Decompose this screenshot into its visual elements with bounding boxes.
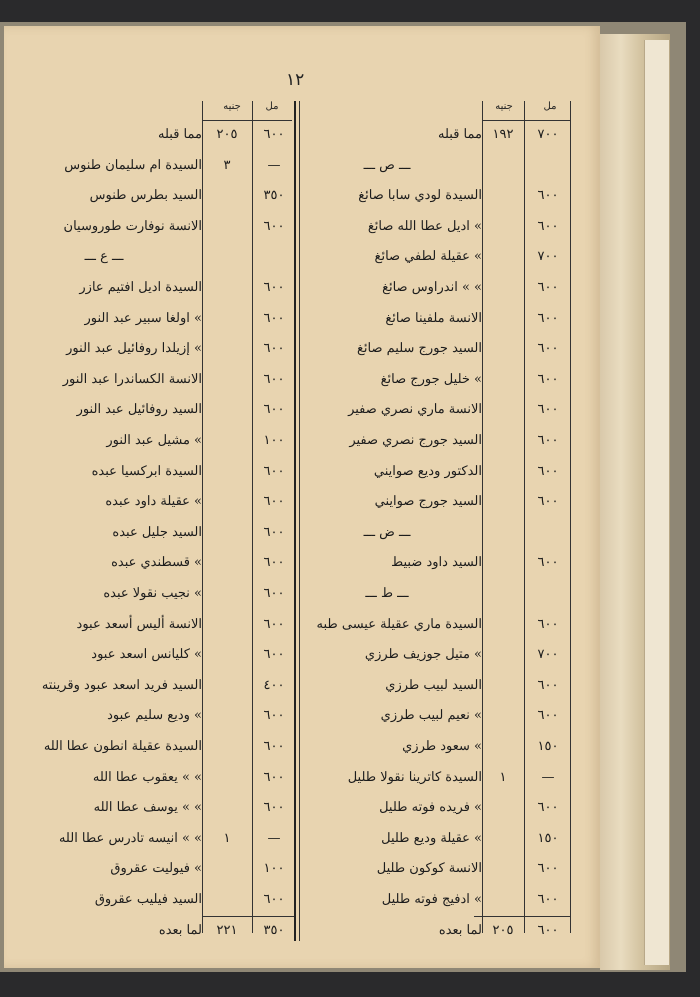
right-entry-mil-value: ٦٠٠ <box>537 677 559 693</box>
left-entry-name: » وديع سليم عبود <box>107 708 202 724</box>
left-entry-row <box>4 640 600 670</box>
right-entry-mil-value: ٦٠٠ <box>537 218 559 234</box>
left-entry-letter-heading: ـــ ع ـــ <box>84 249 124 265</box>
right-entry-letter-heading: ـــ ض ـــ <box>363 524 411 540</box>
right-entry-mil-value: ٦٠٠ <box>537 861 559 877</box>
left-carried-row <box>4 120 600 150</box>
left-entry-row <box>4 579 600 609</box>
right-entry-mil-value: — <box>541 769 555 785</box>
right-entry-name: السيدة ماري عقيلة عيسى طبه <box>316 616 482 632</box>
left-entry-row <box>4 824 600 854</box>
left-entry-row <box>4 426 600 456</box>
left-total-row <box>4 916 600 946</box>
left-entry-row <box>4 548 600 578</box>
left-entry-name: » » انيسه تادرس عطا الله <box>58 830 202 846</box>
right-entry-letter-heading: ـــ ط ـــ <box>365 586 409 601</box>
left-entry-row <box>4 242 600 272</box>
right-entry-name: » اديل عطا الله صائغ <box>367 218 482 234</box>
left-entry-name: السيدة اديل افتيم عازر <box>79 280 202 295</box>
left-entry-name: » كليانس اسعد عبود <box>91 647 202 663</box>
right-entry-mil-value: ٧٠٠ <box>537 249 559 265</box>
left-entry-mil-value: ٦٠٠ <box>263 769 285 785</box>
right-entry-name: السيدة لودي سابا صائغ <box>358 188 482 204</box>
ledger-page <box>4 26 600 968</box>
right-entry-name: » نعيم لبيب طرزي <box>380 708 482 724</box>
right-entry-mil-value: ٦٠٠ <box>537 433 559 448</box>
right-entry-mil-value: ٦٠٠ <box>537 371 559 387</box>
right-entry-name: الانسة ملفينا صائغ <box>385 310 482 326</box>
left-entry-row <box>4 273 600 303</box>
right-entry-junayh-value: ١ <box>499 769 507 785</box>
left-entry-row <box>4 763 600 793</box>
left-entry-mil-value: ١٠٠ <box>263 433 285 448</box>
left-entry-row <box>4 854 600 884</box>
left-entry-name: السيدة ابركسيا عبده <box>91 463 202 479</box>
left-entry-name: » مشيل عبد النور <box>106 433 202 448</box>
left-entry-mil-value: ٦٠٠ <box>263 892 285 907</box>
right-entry-mil-value: ٦٠٠ <box>537 188 559 204</box>
right-entry-letter-heading: ـــ ص ـــ <box>363 157 411 173</box>
right-header-junayh: جنيه <box>495 101 513 112</box>
right-entry-name: » خليل جورج صائغ <box>380 371 482 387</box>
left-entry-mil-value: ٣٥٠ <box>263 188 285 204</box>
left-entry-row <box>4 212 600 242</box>
left-entry-mil-value: ١٠٠ <box>263 861 285 877</box>
left-entry-mil-value: ٤٠٠ <box>263 677 285 693</box>
page-number: ١٢ <box>286 70 305 90</box>
right-entry-name: الدكتور وديع صوايني <box>373 463 482 479</box>
right-entry-mil-value: ٦٠٠ <box>537 800 559 816</box>
left-entry-row <box>4 457 600 487</box>
right-entry-name: السيد داود ضبيط <box>391 555 482 571</box>
left-entry-name: الانسة نوفارت طوروسيان <box>63 218 202 234</box>
left-entry-row <box>4 701 600 731</box>
left-entry-name: السيد فيليب عقروق <box>94 892 202 907</box>
right-entry-name: » عقيلة لطفي صائغ <box>374 249 482 265</box>
left-entry-mil-value: — <box>267 830 281 846</box>
left-entry-name: السيد فريد اسعد عبود وقرينته <box>41 677 202 693</box>
left-entry-mil-value: ٦٠٠ <box>263 402 285 418</box>
left-total-junayh-value: ٢٢١ <box>216 923 238 938</box>
left-entry-name: » » يوسف عطا الله <box>93 800 202 816</box>
left-entry-name: » اولغا سبير عبد النور <box>84 310 202 326</box>
left-entry-row <box>4 304 600 334</box>
right-total-name: لما بعده <box>438 923 482 938</box>
right-entry-name: السيد جورج نصري صفير <box>349 433 482 448</box>
right-entry-mil-value: ١٥٠ <box>537 739 559 754</box>
left-entry-row <box>4 395 600 425</box>
left-entry-name: » عقيلة داود عبده <box>105 494 202 510</box>
right-entry-name: الانسة ماري نصري صفير <box>348 402 482 418</box>
left-carried-name: مما قبله <box>158 127 202 142</box>
left-entry-name: السيدة ام سليمان طنوس <box>64 157 202 173</box>
left-entry-name: » » يعقوب عطا الله <box>92 769 202 785</box>
left-entry-mil-value: ٦٠٠ <box>263 494 285 510</box>
right-entry-mil-value: ٦٠٠ <box>537 555 559 571</box>
right-entry-name: » متيل جوزيف طرزي <box>364 647 482 663</box>
left-entry-row <box>4 151 600 181</box>
left-carried-junayh-value: ٢٠٥ <box>216 127 238 142</box>
right-entry-mil-value: ٧٠٠ <box>537 647 559 663</box>
left-entry-mil-value: ٦٠٠ <box>263 555 285 571</box>
left-entry-mil-value: ٦٠٠ <box>263 586 285 601</box>
right-entry-name: » عقيلة وديع طليل <box>381 830 482 846</box>
right-entry-mil-value: ٦٠٠ <box>537 616 559 632</box>
left-entry-mil-value: ٦٠٠ <box>263 739 285 754</box>
right-entry-mil-value: ٦٠٠ <box>537 341 559 357</box>
left-entry-mil-value: ٦٠٠ <box>263 280 285 295</box>
right-entry-mil-value: ١٥٠ <box>537 830 559 846</box>
right-entry-mil-value: ٦٠٠ <box>537 892 559 907</box>
left-entry-name: » نجيب نقولا عبده <box>103 586 202 601</box>
right-entry-mil-value: ٦٠٠ <box>537 494 559 510</box>
left-header-mil: مل <box>265 101 279 112</box>
left-entry-name: » قسطندي عبده <box>111 555 202 571</box>
left-entry-mil-value: ٦٠٠ <box>263 341 285 357</box>
right-entry-mil-value: ٦٠٠ <box>537 280 559 295</box>
left-entry-row <box>4 610 600 640</box>
left-entry-mil-value: ٦٠٠ <box>263 616 285 632</box>
left-carried-mil-value: ٦٠٠ <box>263 127 285 142</box>
left-entry-name: السيد بطرس طنوس <box>89 188 202 204</box>
left-total-name: لما بعده <box>158 923 202 938</box>
right-entry-name: الانسة كوكون طليل <box>376 861 482 877</box>
right-total-junayh-value: ٢٠٥ <box>492 923 514 938</box>
left-entry-name: الانسة الكساندرا عبد النور <box>62 371 202 387</box>
left-entry-mil-value: ٦٠٠ <box>263 218 285 234</box>
left-entry-name: السيد روفائيل عبد النور <box>76 402 202 418</box>
left-header-junayh: جنيه <box>223 101 241 112</box>
right-carried-name: مما قبله <box>438 127 482 142</box>
right-entry-mil-value: ٦٠٠ <box>537 708 559 724</box>
left-entry-row <box>4 181 600 211</box>
right-entry-name: » ادفيج فوته طليل <box>381 892 482 907</box>
right-carried-junayh-value: ١٩٢ <box>492 127 514 142</box>
left-entry-name: » إزيلدا روفائيل عبد النور <box>66 341 202 357</box>
left-entry-row <box>4 885 600 915</box>
right-entry-name: السيدة كاترينا نقولا طليل <box>347 769 482 785</box>
right-carried-mil-value: ٧٠٠ <box>537 127 559 142</box>
left-entry-junayh-value: ٣ <box>223 157 231 173</box>
left-entry-mil-value: ٦٠٠ <box>263 800 285 816</box>
right-entry-name: » سعود طرزي <box>402 739 482 754</box>
right-entry-name: السيد جورج صوايني <box>374 494 482 510</box>
left-entry-name: السيدة عقيلة انطون عطا الله <box>43 739 202 754</box>
left-entry-row <box>4 518 600 548</box>
right-entry-mil-value: ٦٠٠ <box>537 310 559 326</box>
left-entry-row <box>4 793 600 823</box>
left-entry-name: » فيوليت عقروق <box>110 861 202 877</box>
left-entry-mil-value: ٦٠٠ <box>263 708 285 724</box>
page-stack-edge-inner <box>644 40 669 965</box>
left-entry-row <box>4 732 600 762</box>
left-entry-row <box>4 487 600 517</box>
left-entry-name: الانسة أليس أسعد عبود <box>76 616 202 632</box>
right-entry-name: » » اندراوس صائغ <box>382 280 482 295</box>
left-entry-row <box>4 671 600 701</box>
right-header-mil: مل <box>543 101 557 112</box>
right-total-mil-value: ٦٠٠ <box>537 923 559 938</box>
left-entry-mil-value: ٦٠٠ <box>263 371 285 387</box>
left-entry-row <box>4 365 600 395</box>
left-entry-name: السيد جليل عبده <box>112 524 202 540</box>
left-total-mil-value: ٣٥٠ <box>263 923 285 938</box>
left-entry-mil-value: ٦٠٠ <box>263 463 285 479</box>
left-entry-junayh-value: ١ <box>223 830 231 846</box>
left-entry-mil-value: ٦٠٠ <box>263 524 285 540</box>
left-entry-mil-value: ٦٠٠ <box>263 647 285 663</box>
right-entry-name: » فريده فوته طليل <box>379 800 482 816</box>
right-entry-name: السيد جورج سليم صائغ <box>356 341 482 357</box>
right-entry-mil-value: ٦٠٠ <box>537 402 559 418</box>
right-entry-name: السيد لبيب طرزي <box>385 677 482 693</box>
left-entry-mil-value: ٦٠٠ <box>263 310 285 326</box>
left-entry-row <box>4 334 600 364</box>
left-entry-mil-value: — <box>267 157 281 173</box>
right-entry-mil-value: ٦٠٠ <box>537 463 559 479</box>
